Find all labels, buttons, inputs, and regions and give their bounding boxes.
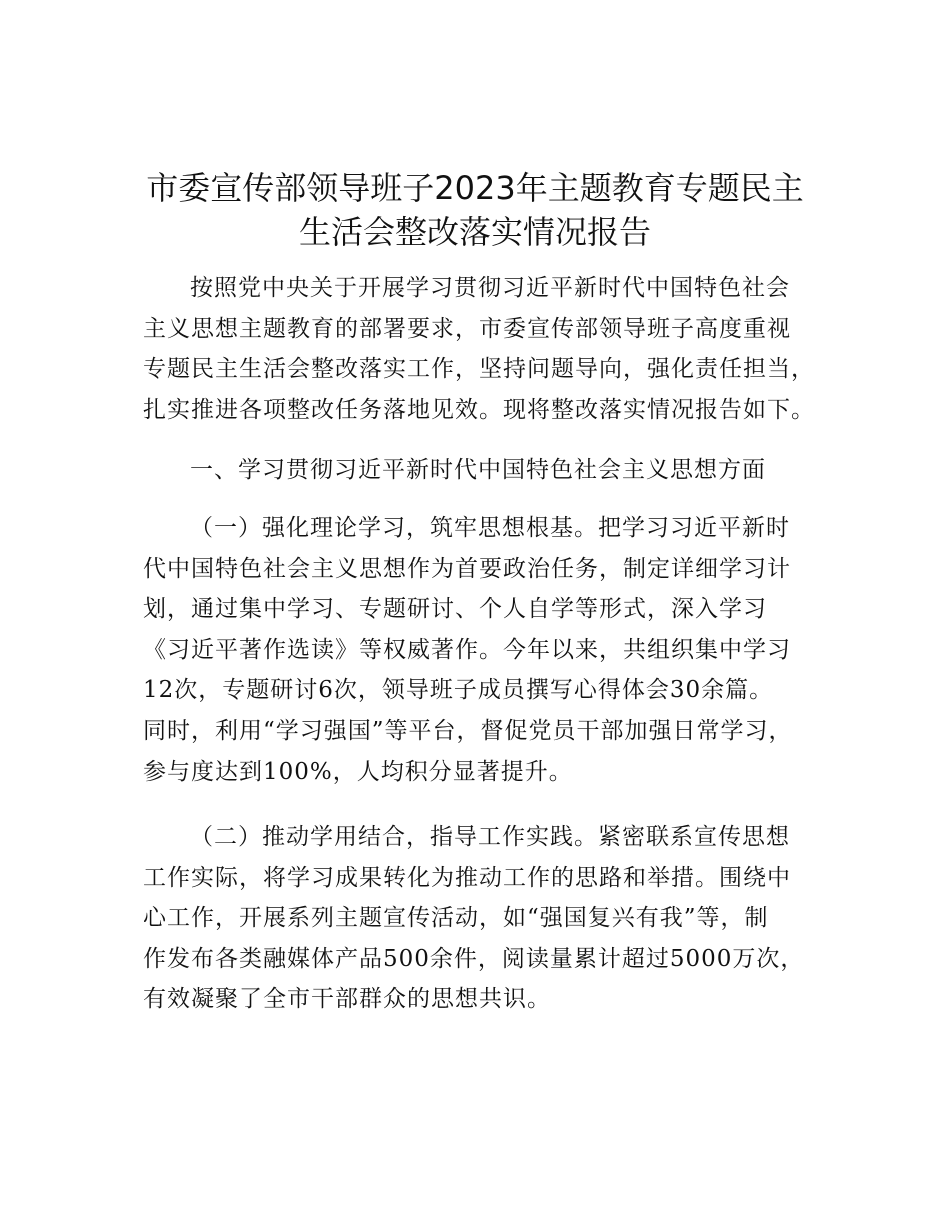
paragraph-line: 专题民主生活会整改落实工作，坚持问题导向，强化责任担当， — [143, 356, 815, 383]
title-line: 生活会整改落实情况报告 — [298, 213, 651, 251]
document-title — [120, 166, 830, 254]
paragraph-line: 主义思想主题教育的部署要求，市委宣传部领导班子高度重视 — [143, 315, 791, 342]
paragraph-line: 按照党中央关于开展学习贯彻习近平新时代中国特色社会 — [190, 275, 790, 301]
paragraph-line: 工作实际，将学习成果转化为推动工作的思路和举措。围绕中 — [143, 864, 791, 891]
paragraph-line: 《习近平著作选读》等权威著作。今年以来，共组织集中学习 — [143, 636, 791, 663]
paragraph-line: 同时，利用“学习强国”等平台，督促党员干部加强日常学习， — [143, 717, 793, 744]
section-heading-text: 一、学习贯彻习近平新时代中国特色社会主义思想方面 — [190, 457, 766, 483]
item-1-paragraph — [143, 508, 827, 792]
paragraph-line: 划，通过集中学习、专题研讨、个人自学等形式，深入学习 — [143, 596, 767, 623]
paragraph-line: 扎实推进各项整改任务落地见效。现将整改落实情况报告如下。 — [143, 396, 815, 423]
paragraph-line: 12次，专题研讨6次，领导班子成员撰写心得体会30余篇。 — [143, 677, 774, 704]
title-line: 市委宣传部领导班子2023年主题教育专题民主 — [146, 169, 804, 207]
intro-paragraph — [143, 268, 827, 430]
paragraph-line: 心工作，开展系列主题宣传活动，如“强国复兴有我”等，制 — [143, 905, 769, 932]
paragraph-line: （一）强化理论学习，筑牢思想根基。把学习习近平新时 — [190, 515, 790, 541]
paragraph-line: （二）推动学用结合，指导工作实践。紧密联系宣传思想 — [190, 824, 790, 850]
paragraph-line: 代中国特色社会主义思想作为首要政治任务，制定详细学习计 — [143, 555, 791, 582]
paragraph-line: 有效凝聚了全市干部群众的思想共识。 — [143, 986, 551, 1013]
paragraph-line: 参与度达到100%，人均积分显著提升。 — [143, 758, 573, 785]
paragraph-line: 作发布各类融媒体产品500余件，阅读量累计超过5000万次， — [143, 945, 805, 972]
section-heading — [143, 450, 827, 491]
item-2-paragraph — [143, 817, 827, 1020]
